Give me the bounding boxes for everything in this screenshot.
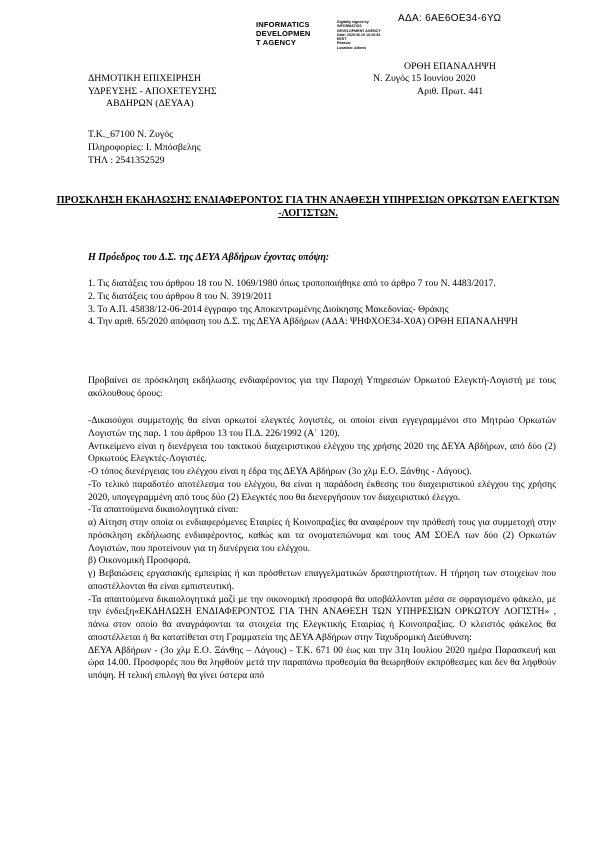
signature-detail-line: Reason:	[337, 41, 352, 46]
term-paragraph: -Τα απαιτούμενα δικαιολογητικά είναι:	[88, 504, 239, 516]
signature-detail-line: Location: Athens	[337, 45, 367, 50]
term-paragraph: α) Αίτηση στην οποία οι ενδιαφερόμενες Εταιρίες ή Κοινοπραξίες θα αναφέρουν την πρόθεσή τους για συμμετοχή στην πρόσκληση εκδήλωσης ενδιαφέροντος, καθώς και τα ονοματεπώνυμα και τους ΑΜ ΣΟΕΛ των δύο (2) Ορκωτών Λογιστών, που προτείνουν για τη διενέργεια του ελέγχου.	[88, 517, 556, 554]
term-paragraph: β) Οικονομική Προσφορά.	[88, 555, 191, 567]
consideration-item: 2. Τις διατάξεις του άρθρου 8 του Ν. 3919/2011	[88, 290, 273, 302]
org-name-line2: ΥΔΡΕΥΣΗΣ - ΑΠΟΧΕΤΕΥΣΗΣ	[88, 86, 217, 97]
term-paragraph: -Τα απαιτούμενα δικαιολογητικά μαζί με την οικονομική προσφορά θα υποβάλλονται μέσα σε σφραγισμένο φάκελο, με την ένδειξη«ΕΚΔΗΛΩΣΗ ΕΝΔΙΑΦΕΡΟΝΤΟΣ ΓΙΑ ΤΗΝ ΑΝΑΘΕΣΗ ΤΩΝ ΥΠΗΡΕΣΙΩΝ ΟΡΚΩΤΟΥ ΛΟΓΙΣΤΗ» , πάνω στον οποίο θα αναγράφονται τα στοιχεία της Ελεγκτικής Εταιρίας ή Κοινοπραξίας. Ο κλειστός φάκελος θα αποστέλλεται ή θα κατατίθεται στη Γραμματεία της ΔΕΥΑ Αβδήρων στην Ταχυδρομική Διεύθυνση:	[88, 593, 556, 643]
signature-org-name	[256, 20, 311, 47]
consideration-item: 3. Το Α.Π. 45838/12-06-2014 έγγραφο της Αποκεντρωμένης Διοίκησης Μακεδονίας- Θράκης	[88, 303, 449, 315]
considerations-list	[88, 278, 556, 329]
signature-detail-line: Digitally signed by	[337, 20, 369, 24]
consideration-item: 1. Τις διατάξεις του άρθρου 18 του Ν. 1069/1980 όπως τροποποιήθηκε από το άρθρο 7 του Ν. 4483/2017.	[88, 278, 496, 289]
signature-detail-line: EEST	[337, 37, 347, 42]
signature-detail-line: INFORMATICS	[337, 24, 362, 29]
signature-org-line: INFORMATICS	[256, 20, 310, 29]
org-name-line1: ΔΗΜΟΤΙΚΗ ΕΠΙΧΕΙΡΗΣΗ	[88, 73, 201, 84]
proceeds-paragraph: Προβαίνει σε πρόσκληση εκδήλωσης ενδιαφέροντος για την Παροχή Υπηρεσιών Ορκωτού Ελεγκτή-Λογιστή με τους ακόλουθους όρους:	[88, 375, 556, 399]
ada-code: ΑΔΑ: 6ΑΕ6ΟΕ34-6ΥΩ	[398, 13, 502, 24]
signature-details	[337, 20, 381, 50]
signature-detail-line: DEVELOPMENT AGENCY	[337, 28, 381, 33]
contact-info: Πληροφορίες: Ι. Μπόσβελης	[88, 142, 201, 153]
term-paragraph: γ) Βεβαιώσεις εργασιακής εμπειρίας ή και πρόσθετων επαγγελματικών δραστηριοτήτων. Η τήρηση των στοιχείων που αποστέλλονται θα είναι εμπιστευτική.	[88, 568, 556, 592]
signature-org-line: DEVELOPMEN	[256, 29, 311, 38]
document-title: ΠΡΟΣΚΛΗΣΗ ΕΚΔΗΛΩΣΗΣ ΕΝΔΙΑΦΕΡΟΝΤΟΣ ΓΙΑ ΤΗΝ ΑΝΑΘΕΣΗ ΥΠΗΡΕΣΙΩΝ ΟΡΚΩΤΩΝ ΕΛΕΓΚΤΩΝ -ΛΟΓΙΣΤΩΝ.	[56, 195, 560, 220]
signature-org-line: T AGENCY	[256, 38, 297, 47]
correction-notice: ΟΡΘΗ ΕΠΑΝΑΛΗΨΗ	[404, 61, 496, 72]
term-paragraph: -Ο τόπος διενέργειας του ελέγχου είναι η έδρα της ΔΕΥΑ Αβδήρων (3ο χλμ Ε.Ο. Ξάνθης - Λάγους).	[88, 466, 472, 477]
term-paragraph: -Δικαιούχοι συμμετοχής θα είναι ορκωτοί ελεγκτές λογιστές, οι οποίοι είναι εγγεγραμμένοι στο Μητρώο Ορκωτών Λογιστών της παρ. 1 του άρθρου 13 του Π.Δ. 226/1992 (Α΄ 120).	[88, 415, 556, 439]
intro-line: Η Πρόεδρος του Δ.Σ. της ΔΕΥΑ Αβδήρων έχοντας υπόψη:	[88, 252, 330, 263]
term-paragraph: Αντικείμενο είναι η διενέργεια του τακτικού διαχειριστικού ελέγχου της χρήσης 2020 της ΔΕΥΑ Αβδήρων, από δύο (2) Ορκωτούς Ελεγκτές-Λογιστές.	[88, 440, 556, 465]
phone-number: ΤΗΛ : 2541352529	[88, 155, 165, 166]
consideration-item: 4. Την αριθ. 65/2020 απόφαση του Δ.Σ. της ΔΕΥΑ Αβδήρων (ΑΔΑ: ΨΗΦΧΟΕ34-Χ0Α) ΟΡΘΗ ΕΠΑΝΑΛΗΨΗ	[88, 316, 518, 328]
terms-list	[88, 415, 556, 683]
postal-code: Τ.Κ._67100 Ν. Ζυγός	[88, 129, 173, 140]
protocol-number: Αριθ. Πρωτ. 441	[417, 86, 484, 97]
term-paragraph: -Το τελικό παραδοτέο αποτέλεσμα του ελέγχου, θα είναι η παράδοση έκθεσης του διαχειριστικού ελέγχου της χρήσης 2020, υπογεγραμμένη από τους δύο (2) Ελεγκτές που θα διενεργήσουν τον διαχειριστικό έλεγχο.	[88, 478, 556, 503]
term-paragraph: ΔΕΥΑ Αβδήρων - (3ο χλμ Ε.Ο. Ξάνθης – Λάγους) - Τ.Κ. 671 00 έως και την 31η Ιουλίου 2020 ημέρα Παρασκευή και ώρα 14.00. Προσφορές που θα ληφθούν μετά την παραπάνω προθεσμία θα θεωρηθούν εκπρόθεσμες και δεν θα ληφθούν υπόψη. Η τελική επιλογή θα γίνει ύστερα από	[88, 644, 556, 681]
org-name-line3: ΑΒΔΗΡΩΝ (ΔΕΥΑΑ)	[106, 98, 194, 109]
signature-detail-line: Date: 2020.06.15 10:20:52	[337, 32, 381, 37]
place-date: Ν. Ζυγός 15 Ιουνίου 2020	[373, 73, 476, 84]
